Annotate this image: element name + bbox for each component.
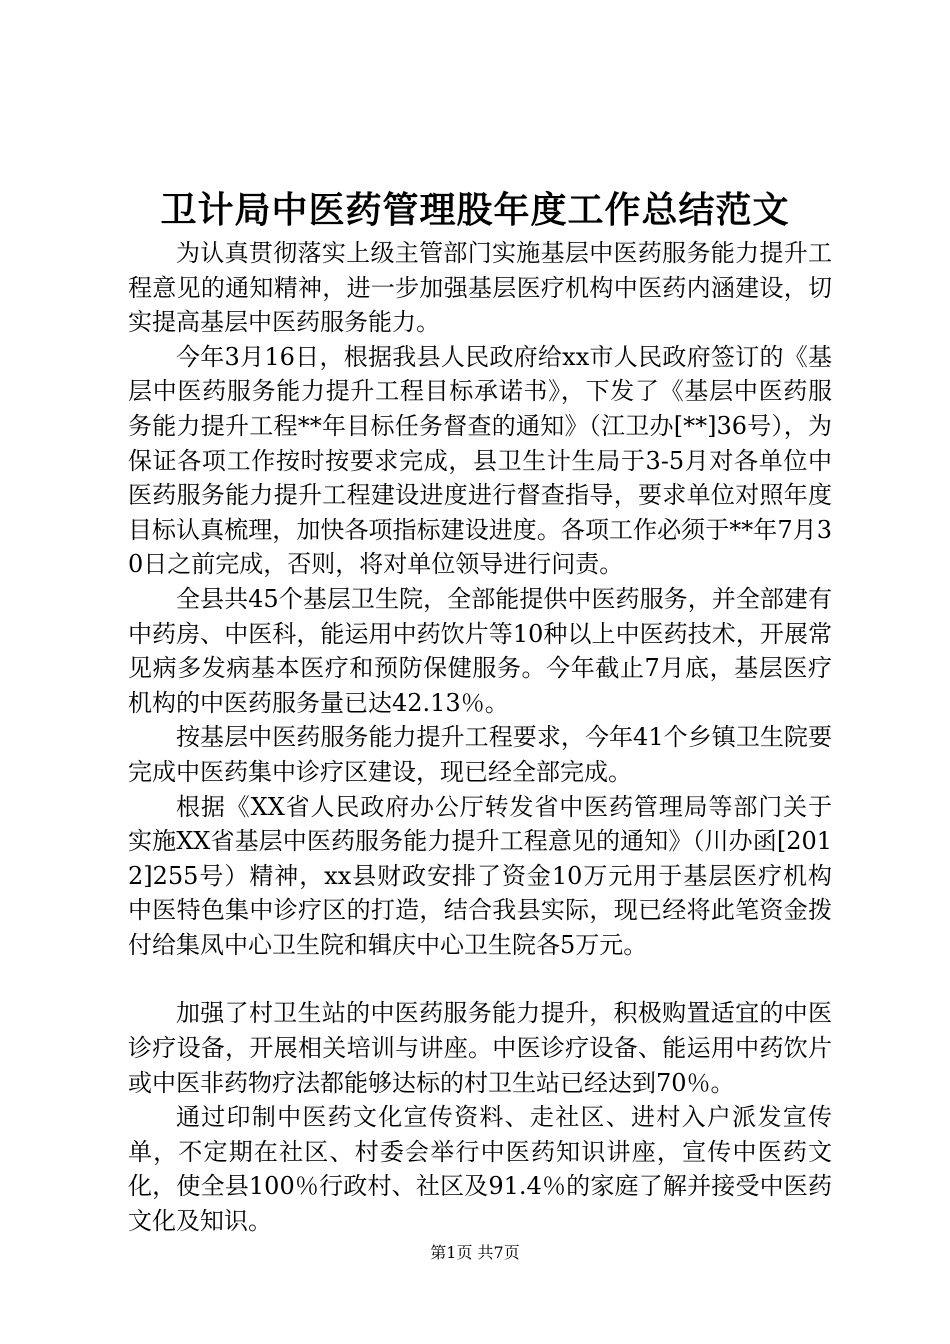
- paragraph: 通过印制中医药文化宣传资料、走社区、进村入户派发宣传单，不定期在社区、村委会举行中医药知识讲座，宣传中医药文化，使全县100％行政村、社区及91.4％的家庭了解并接受中医药文化及知识。: [128, 1103, 832, 1236]
- page-title: 卫计局中医药管理股年度工作总结范文: [160, 189, 790, 231]
- paragraph: 全县共45个基层卫生院，全部能提供中医药服务，并全部建有中药房、中医科，能运用中药饮片等10种以上中医药技术，开展常见病多发病基本医疗和预防保健服务。今年截止7月底，基层医疗机构的中医药服务量已达42.13％。: [128, 584, 832, 717]
- paragraph: 按基层中医药服务能力提升工程要求，今年41个乡镇卫生院要完成中医药集中诊疗区建设，现已经全部完成。: [128, 723, 832, 786]
- paragraph: 加强了村卫生站的中医药服务能力提升，积极购置适宜的中医诊疗设备，开展相关培训与讲座。中医诊疗设备、能运用中药饮片或中医非药物疗法都能够达标的村卫生站已经达到70％。: [128, 999, 832, 1097]
- page-number-footer: 第1页 共7页: [430, 1243, 520, 1262]
- document-body: [128, 236, 832, 1239]
- paragraph: 今年3月16日，根据我县人民政府给xx市人民政府签订的《基层中医药服务能力提升工程目标承诺书》，下发了《基层中医药服务能力提升工程**年目标任务督查的通知》（江卫办[**]36号），为保证各项工作按时按要求完成，县卫生计生局于3-5月对各单位中医药服务能力提升工程建设进度进行督查指导，要求单位对照年度目标认真梳理，加快各项指标建设进度。各项工作必须于**年7月30日之前完成，否则，将对单位领导进行问责。: [128, 342, 832, 579]
- paragraph: 为认真贯彻落实上级主管部门实施基层中医药服务能力提升工程意见的通知精神，进一步加强基层医疗机构中医药内涵建设，切实提高基层中医药服务能力。: [128, 239, 832, 337]
- paragraph: 根据《XX省人民政府办公厅转发省中医药管理局等部门关于实施XX省基层中医药服务能力提升工程意见的通知》（川办函[2012]255号）精神，xx县财政安排了资金10万元用于基层医疗机构中医特色集中诊疗区的打造，结合我县实际，现已经将此笔资金拨付给集凤中心卫生院和辑庆中心卫生院各5万元。: [128, 792, 832, 959]
